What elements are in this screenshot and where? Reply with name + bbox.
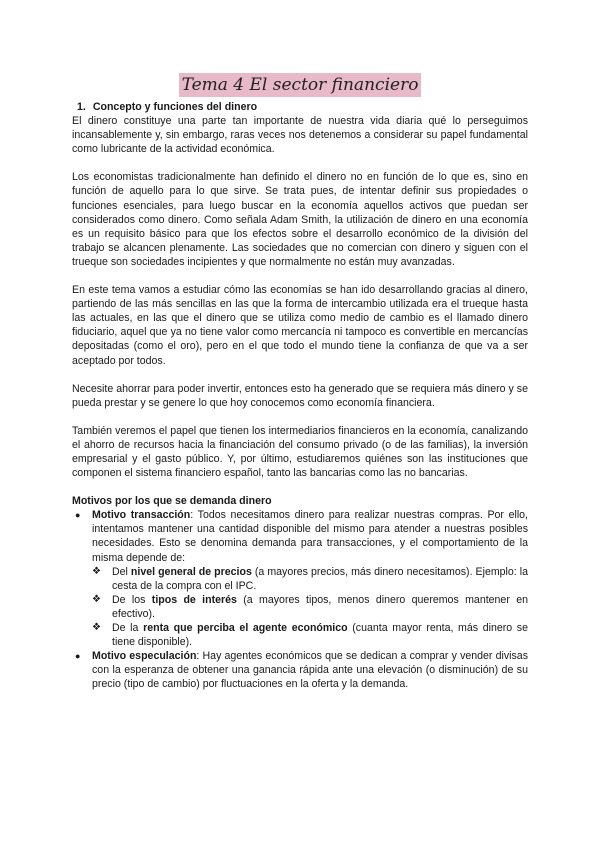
- sub-item-post: (cuanta mayor renta, más dinero se tiene disponible).: [112, 622, 528, 649]
- diamond-bullet-icon: ❖: [92, 593, 101, 605]
- motivos-list: [72, 508, 528, 691]
- paragraph-tema: En este tema vamos a estudiar cómo las economías se han ido desarrollando gracias al dinero, partiendo de las más sencillas en las que la forma de intercambio utilizada era el trueque hasta las actuales, en las que el dinero que se utiliza como medio de cambio es el llamado dinero fiduciario, aquel que ya no tiene valor como mercancía ni tampoco es convertible en mercancías depositadas (como el oro), pero en el que todo el mundo tiene la confianza de que va a ser aceptado por todos.: [72, 284, 528, 367]
- page-title: Tema 4 El sector financiero: [179, 73, 422, 97]
- diamond-bullet-icon: ❖: [92, 565, 101, 577]
- list-item-especulacion: [72, 649, 528, 691]
- sub-item-precios: [92, 565, 528, 593]
- sub-item-pre: De los: [112, 593, 152, 606]
- motivos-heading: Motivos por los que se demanda dinero: [72, 495, 272, 508]
- title-wrapper: [0, 73, 600, 97]
- sub-item-bold: nivel general de precios: [130, 565, 252, 578]
- paragraph-economistas: Los economistas tradicionalmente han definido el dinero no en función de lo que es, sino en función de aquello para lo que sirve. Se trata pues, de intentar definir sus propiedades o funciones esenciales, para luego buscar en la economía aquellos activos que puedan ser considerados como dinero. Como señala Adam Smith, la utilización de dinero en una economía es un requisito básico para que los efectos sobre el desarrollo económico de la división del trabajo se alcancen plenamente. Las sociedades que no comercian con dinero y siguen con el trueque son sociedades incipientes y que normalmente no están muy avanzadas.: [72, 171, 528, 268]
- sub-item-pre: Del: [112, 565, 131, 578]
- motivo-especulacion-label: Motivo especulación: [92, 650, 197, 663]
- sub-item-bold: renta que perciba el agente económico: [143, 622, 348, 634]
- section-title: Concepto y funciones del dinero: [92, 101, 258, 113]
- paragraph-intermediarios: También veremos el papel que tienen los intermediarios financieros en la economía, canalizando el ahorro de recursos hacia la financiación del consumo privado (o de las familias), la inversión empresarial y el gasto público. Y, por último, estudiaremos quiénes son las instituciones que componen el sistema financiero español, tanto las bancarias como las no bancarias.: [72, 424, 528, 480]
- sub-item-renta: [92, 621, 528, 649]
- sub-item-post: (a mayores tipos, menos dinero queremos mantener en efectivo).: [112, 593, 528, 620]
- document-body: [72, 100, 528, 691]
- motivo-transaccion-label: Motivo transacción: [92, 509, 191, 522]
- list-item-transaccion: [72, 508, 528, 649]
- sub-item-interes: [92, 593, 528, 621]
- sub-item-bold: tipos de interés: [151, 593, 237, 606]
- transaccion-sublist: [92, 565, 528, 650]
- paragraph-ahorrar: Necesite ahorrar para poder invertir, entonces esto ha generado que se requiera más dinero y se pueda prestar y se genere lo que hoy conocemos como economía financiera.: [72, 382, 528, 409]
- bullet-icon: ●: [75, 651, 81, 662]
- section-number: 1.: [77, 101, 86, 113]
- sub-item-post: (a mayores precios, más dinero necesitamos). Ejemplo: la cesta de la compra con el IPC.: [112, 565, 529, 592]
- paragraph-intro: El dinero constituye una parte tan importante de nuestra vida diaria qué lo perseguimos incansablemente y, sin embargo, raras veces nos detenemos a considerar su papel fundamental como lubricante de la actividad económica.: [72, 115, 528, 156]
- bullet-icon: ●: [75, 510, 81, 521]
- sub-item-pre: De la: [112, 622, 144, 634]
- motivo-especulacion-text: : Hay agentes económicos que se dedican a comprar y vender divisas con la esperanza de obtener una ganancia rápida ante una elevación (o disminución) de su precio (tipo de cambio) por fluctuaciones en la oferta y la demanda.: [92, 650, 528, 691]
- section-heading: [72, 100, 528, 114]
- motivo-transaccion-text: : Todos necesitamos dinero para realizar nuestras compras. Por ello, intentamos mantener una cantidad disponible del mismo para atender a nuestras posibles necesidades. Esto se denomina demanda para transacciones, y el comportamiento de la misma depende de:: [92, 509, 529, 564]
- diamond-bullet-icon: ❖: [92, 622, 101, 633]
